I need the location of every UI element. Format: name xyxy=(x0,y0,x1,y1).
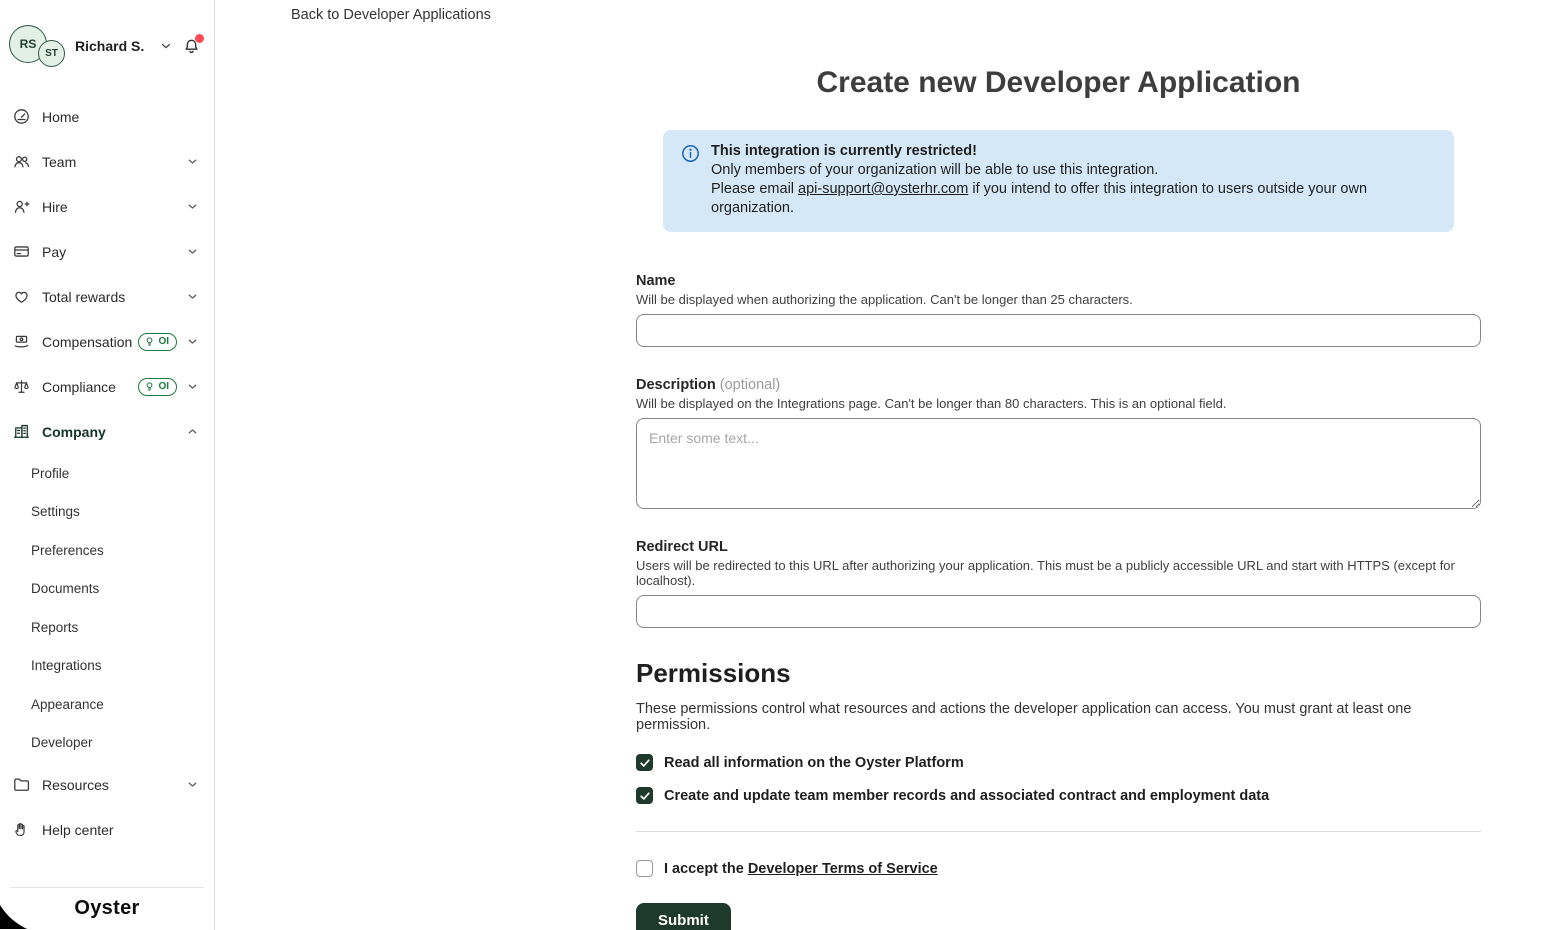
chevron-down-icon xyxy=(186,200,199,213)
create-update-permission-checkbox[interactable] xyxy=(636,787,653,804)
terms-checkbox[interactable] xyxy=(636,860,653,877)
lightbulb-icon xyxy=(144,381,155,392)
redirect-url-input[interactable] xyxy=(636,595,1481,628)
permissions-description: These permissions control what resources and actions the developer application can access. You must grant at least one permission. xyxy=(636,701,1412,733)
chevron-down-icon xyxy=(186,245,199,258)
name-field-group xyxy=(636,273,1481,347)
compliance-scale-icon xyxy=(12,378,30,395)
restricted-info-banner xyxy=(663,130,1454,232)
sidebar-item-reports[interactable]: Reports xyxy=(31,619,79,635)
sidebar-footer xyxy=(0,887,214,930)
compensation-icon xyxy=(12,333,30,350)
description-helper: Will be displayed on the Integrations page. Can't be longer than 80 characters. This is an optional field. xyxy=(636,396,1227,411)
sidebar-item-developer[interactable]: Developer xyxy=(31,735,93,751)
submit-button[interactable]: Submit xyxy=(636,903,731,930)
folder-icon xyxy=(12,776,30,793)
avatar-primary: RS xyxy=(9,25,47,63)
oyster-intelligence-badge: OI xyxy=(138,333,177,351)
oyster-intelligence-badge: OI xyxy=(138,378,177,396)
divider xyxy=(10,887,204,888)
create-application-form xyxy=(636,0,1481,930)
terms-acceptance-row: I accept the Developer Terms of Service xyxy=(636,860,1481,877)
terms-of-service-link[interactable]: Developer Terms of Service xyxy=(747,860,938,877)
sidebar-item-resources[interactable]: Resources xyxy=(0,762,214,807)
description-textarea[interactable] xyxy=(636,418,1481,509)
oyster-logo: Oyster xyxy=(74,897,140,919)
checkmark-icon xyxy=(639,757,651,769)
page-title: Create new Developer Application xyxy=(816,66,1301,99)
read-permission-checkbox[interactable] xyxy=(636,754,653,771)
permission-label: Read all information on the Oyster Platform xyxy=(664,754,964,771)
chevron-up-icon xyxy=(186,425,199,438)
sidebar-item-pay[interactable]: Pay xyxy=(0,229,214,274)
banner-line2: Please email api-support@oysterhr.com if you intend to offer this integration to users outside your own organization. xyxy=(711,181,1368,216)
pay-icon xyxy=(12,243,30,260)
company-building-icon xyxy=(12,423,30,440)
team-icon xyxy=(12,153,30,170)
sidebar-item-profile[interactable]: Profile xyxy=(31,465,70,481)
chevron-down-icon xyxy=(186,380,199,393)
name-input[interactable] xyxy=(636,314,1481,347)
redirect-url-helper: Users will be redirected to this URL after authorizing your application. This must be a publicly accessible URL and start with HTTPS (except for localhost). xyxy=(636,558,1455,588)
chevron-down-icon xyxy=(186,335,199,348)
sidebar-item-documents[interactable]: Documents xyxy=(31,581,100,597)
back-to-developer-applications-link[interactable]: Back to Developer Applications xyxy=(291,7,491,23)
support-email-link[interactable]: api-support@oysterhr.com xyxy=(798,181,969,197)
main-content xyxy=(215,0,1559,930)
company-submenu xyxy=(0,454,214,762)
sidebar-item-compliance[interactable]: Compliance OI xyxy=(0,364,214,409)
sidebar-item-company[interactable]: Company xyxy=(0,409,214,454)
banner-line1: Only members of your organization will be able to use this integration. xyxy=(711,162,1159,178)
chevron-down-icon xyxy=(186,155,199,168)
chevron-down-icon[interactable] xyxy=(159,39,173,53)
sidebar-item-hire[interactable]: Hire xyxy=(0,184,214,229)
home-icon xyxy=(12,108,30,125)
sidebar-item-settings[interactable]: Settings xyxy=(31,504,80,520)
sidebar xyxy=(0,0,215,930)
optional-tag: (optional) xyxy=(715,377,781,393)
name-label: Name xyxy=(636,273,676,289)
heart-icon xyxy=(12,288,30,305)
description-label: Description (optional) xyxy=(636,377,781,393)
sidebar-item-home[interactable]: Home xyxy=(0,94,214,139)
divider xyxy=(636,831,1481,832)
user-menu[interactable] xyxy=(0,24,214,68)
notifications-bell-icon[interactable] xyxy=(183,38,200,55)
sidebar-item-team[interactable]: Team xyxy=(0,139,214,184)
hand-icon xyxy=(12,821,30,838)
sidebar-item-appearance[interactable]: Appearance xyxy=(31,696,104,712)
checkmark-icon xyxy=(639,790,651,802)
redirect-url-label: Redirect URL xyxy=(636,539,728,555)
permission-option-create-update xyxy=(636,787,1481,804)
sidebar-item-integrations[interactable]: Integrations xyxy=(31,658,102,674)
description-field-group xyxy=(636,377,1481,509)
chevron-down-icon xyxy=(186,290,199,303)
sidebar-item-total-rewards[interactable]: Total rewards xyxy=(0,274,214,319)
sidebar-item-help-center[interactable]: Help center xyxy=(0,807,214,852)
sidebar-item-preferences[interactable]: Preferences xyxy=(31,542,104,558)
permissions-heading: Permissions xyxy=(636,658,791,688)
user-name: Richard S. xyxy=(75,38,145,54)
redirect-url-field-group xyxy=(636,539,1481,628)
permission-label: Create and update team member records and associated contract and employment data xyxy=(664,787,1270,804)
avatar-secondary: ST xyxy=(38,40,65,67)
banner-title: This integration is currently restricted! xyxy=(711,143,977,159)
chevron-down-icon xyxy=(186,778,199,791)
hire-icon xyxy=(12,198,30,215)
avatar[interactable] xyxy=(8,24,68,68)
sidebar-nav xyxy=(0,94,214,852)
notification-dot xyxy=(195,34,204,43)
lightbulb-icon xyxy=(144,336,155,347)
sidebar-item-compensation[interactable]: Compensation OI xyxy=(0,319,214,364)
name-helper: Will be displayed when authorizing the application. Can't be longer than 25 characters. xyxy=(636,292,1133,307)
permission-option-read xyxy=(636,754,1481,771)
info-icon xyxy=(681,144,700,218)
